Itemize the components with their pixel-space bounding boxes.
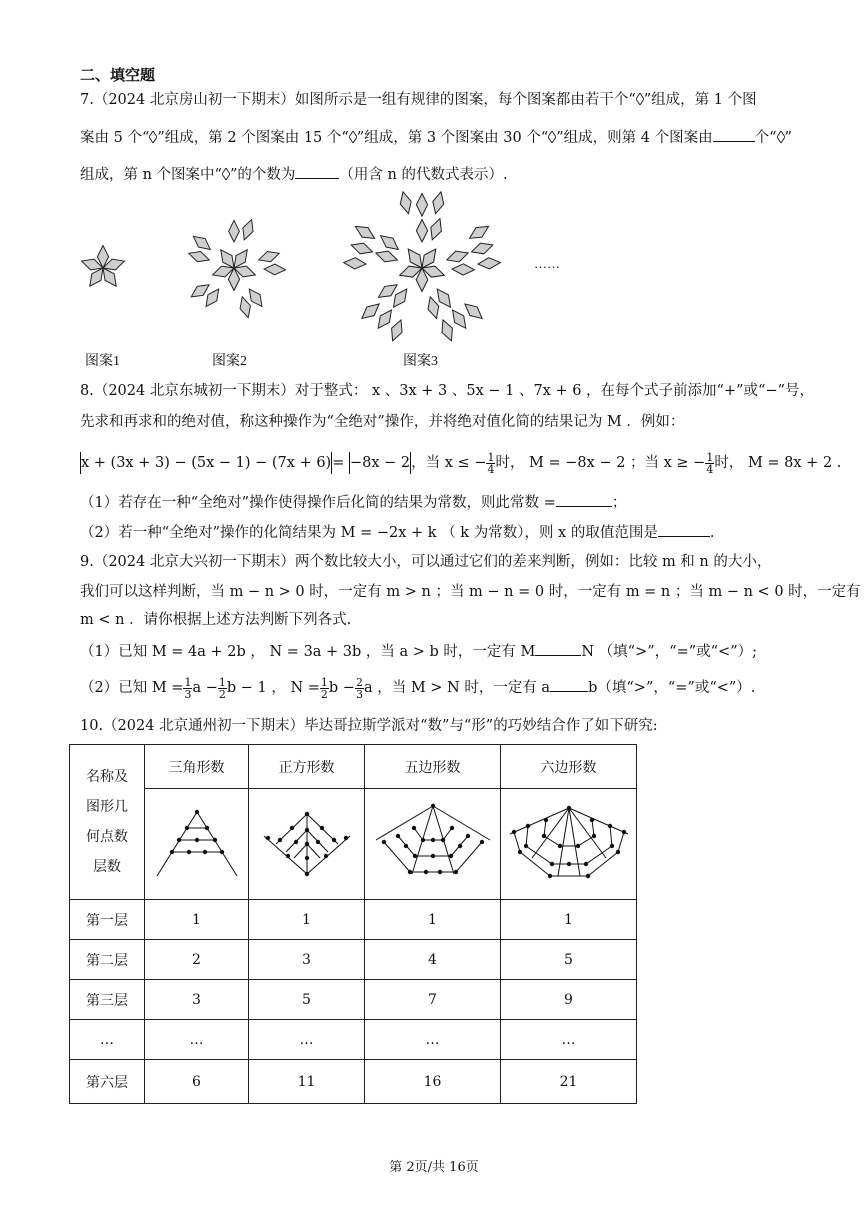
figure-cell xyxy=(365,789,501,900)
rhombus-tile xyxy=(349,240,374,258)
corner-cell xyxy=(70,745,145,900)
table-cell: 4 xyxy=(365,940,501,980)
rhombus-tile xyxy=(430,190,446,215)
q8-expr: x + (3x + 3) − (5x − 1) − (7x + 6) xyxy=(81,455,332,471)
table-cell: 1 xyxy=(501,900,637,940)
q7-line2 xyxy=(80,127,792,148)
q9-line3: m < n ．请你根据上述方法判断下列各式. xyxy=(80,612,352,628)
q9-text: b − 1 ， N = xyxy=(226,680,320,696)
table-cell: 6 xyxy=(145,1060,249,1104)
hexagon-number-figure xyxy=(504,792,634,892)
rhombus-tile xyxy=(352,222,377,243)
header-cell: 五边形数 xyxy=(365,745,501,789)
numerator: 2 xyxy=(355,675,363,689)
numerator: 1 xyxy=(706,450,714,464)
rhombus-tile xyxy=(416,220,427,243)
table-row xyxy=(70,940,637,980)
header-cell: 六边形数 xyxy=(501,745,637,789)
corner-text: 何点数 xyxy=(86,829,128,845)
rhombus-tile xyxy=(461,300,485,323)
numerator: 1 xyxy=(320,675,328,689)
rhombus-tile xyxy=(374,248,399,266)
q7-text: ”组成，则第 4 个图案由 xyxy=(556,130,713,146)
q8-text: （1）若存在一种“全绝对”操作使得操作后化简的结果为常数，则此常数 = xyxy=(80,495,556,511)
corner-text: 层数 xyxy=(93,859,121,875)
header-cell: 三角形数 xyxy=(145,745,249,789)
answer-blank[interactable] xyxy=(295,164,339,179)
rhombus-tile xyxy=(398,190,414,215)
q8-expr: = xyxy=(332,455,349,471)
q7-text: ”组成，第 3 个图案由 30 个“ xyxy=(356,130,549,146)
table-cell: 21 xyxy=(501,1060,637,1104)
corner-text: 名称及 xyxy=(86,769,128,785)
q8-text: ； xyxy=(611,495,627,511)
answer-blank[interactable] xyxy=(550,677,588,692)
denominator: 2 xyxy=(218,687,226,701)
q8-expr: −8x − 2 xyxy=(349,455,411,471)
table-cell: 9 xyxy=(501,980,637,1020)
answer-blank[interactable] xyxy=(556,492,612,507)
q7-line1 xyxy=(80,90,757,110)
rhombus-tile xyxy=(445,248,470,266)
q9-text: a − xyxy=(192,680,218,696)
numerator: 1 xyxy=(487,450,495,464)
table-cell: … xyxy=(501,1020,637,1060)
rhombus-tile xyxy=(377,231,402,254)
q7-text: 7.（2024 北京房山初一下期末）如图所示是一组有规律的图案，每个图案都由若干个“ xyxy=(80,92,636,108)
table-cell: 3 xyxy=(145,980,249,1020)
row-label: 第六层 xyxy=(70,1060,145,1104)
q9-text: （1）已知 M = 4a + 2b ， N = 3a + 3b ，当 a > b 时，一定有 M xyxy=(80,644,536,660)
row-label: … xyxy=(70,1020,145,1060)
q8-part1 xyxy=(80,492,626,513)
numerator: 1 xyxy=(218,675,226,689)
numerator: 1 xyxy=(184,675,192,689)
figure-cell xyxy=(249,789,365,900)
q8-line1: 8.（2024 北京东城初一下期末）对于整式： x 、3x + 3 、5x − 1 、7x + 6 ，在每个式子前添加“+”或“−”号， xyxy=(80,383,815,399)
q9-text: （2）已知 M = xyxy=(80,680,184,696)
answer-blank[interactable] xyxy=(713,127,755,142)
table-cell: 1 xyxy=(365,900,501,940)
fig-label-3: 图案3 xyxy=(403,354,438,369)
figure-cell xyxy=(501,789,637,900)
row-label: 第一层 xyxy=(70,900,145,940)
q8-text: （2）若一种“全绝对”操作的化简结果为 M = −2x + k （ k 为常数），则 x 的取值范围是 xyxy=(80,525,658,541)
q7-text: 个“ xyxy=(754,130,777,146)
q9-part1 xyxy=(80,641,757,662)
rhombus-tile xyxy=(239,218,257,242)
rhombus-tile xyxy=(343,257,366,270)
pattern-2 xyxy=(187,218,286,319)
q8-text: . xyxy=(709,525,715,541)
page-footer: 第 2页/共 16页 xyxy=(389,1160,479,1175)
table-cell: 5 xyxy=(501,940,637,980)
q7-text: 组成，第 n 个图案中“ xyxy=(80,167,222,183)
table-cell: 7 xyxy=(365,980,501,1020)
rhombus-tile xyxy=(438,318,457,343)
fraction xyxy=(320,677,329,700)
table-cell: … xyxy=(249,1020,365,1060)
figure-cell xyxy=(145,789,249,900)
rhombus-tile xyxy=(427,217,445,242)
table-row xyxy=(70,1060,637,1104)
section-title: 二、填空题 xyxy=(80,66,156,84)
table-row xyxy=(70,1020,637,1060)
denominator: 4 xyxy=(487,462,495,476)
row-label: 第三层 xyxy=(70,980,145,1020)
fraction xyxy=(355,677,364,700)
q9-text: b（填“>”，“=”或“<”）. xyxy=(588,680,756,696)
denominator: 3 xyxy=(184,687,192,701)
row-label: 第二层 xyxy=(70,940,145,980)
q7-text: ”组成，第 1 个图 xyxy=(643,92,757,108)
table-cell: 1 xyxy=(145,900,249,940)
table-cell: 11 xyxy=(249,1060,365,1104)
q7-text: 案由 5 个“ xyxy=(80,130,150,146)
answer-blank[interactable] xyxy=(535,641,581,656)
fig-label-2: 图案2 xyxy=(212,354,247,369)
denominator: 4 xyxy=(706,462,714,476)
q9-text: N （填“>”，“=”或“<”）; xyxy=(581,644,757,660)
q7-pattern-figures xyxy=(60,188,580,348)
square-number-figure xyxy=(252,792,362,892)
table-header-row xyxy=(70,745,637,789)
table-row xyxy=(70,900,637,940)
table-cell: 2 xyxy=(145,940,249,980)
fraction xyxy=(218,677,227,700)
denominator: 2 xyxy=(320,687,328,701)
rhombus-tile xyxy=(190,232,214,254)
rhombus-tile xyxy=(187,248,211,265)
table-cell: … xyxy=(365,1020,501,1060)
table-cell: 1 xyxy=(249,900,365,940)
rhombus-tile xyxy=(470,240,495,258)
q7-text: （用含 n 的代数式表示）. xyxy=(339,167,508,183)
table-cell: 16 xyxy=(365,1060,501,1104)
rhombus-tile xyxy=(264,264,286,276)
polygonal-numbers-table xyxy=(69,744,637,1104)
q9-part2 xyxy=(80,674,755,702)
rhombus-tile xyxy=(229,220,240,242)
q9-text: b − xyxy=(328,680,355,696)
q7-line3 xyxy=(80,164,508,185)
header-cell: 正方形数 xyxy=(249,745,365,789)
q8-line2: 先求和再求和的绝对值，称这种操作为“全绝对”操作，并将绝对值化简的结果记为 M ．例如： xyxy=(80,414,685,430)
rhombus-tile xyxy=(467,222,492,243)
table-cell: 3 xyxy=(249,940,365,980)
corner-text: 图形几 xyxy=(86,799,128,815)
rhombus-icon xyxy=(349,131,357,143)
fraction xyxy=(705,452,714,475)
rhombus-tile xyxy=(358,300,382,323)
rhombus-tile xyxy=(387,318,406,343)
q8-text: 时， M = 8x + 2 . xyxy=(714,455,842,471)
rhombus-tile xyxy=(452,263,475,275)
triangle-number-figure xyxy=(147,792,247,892)
pattern-1 xyxy=(80,246,126,290)
table-cell: … xyxy=(145,1020,249,1060)
rhombus-tile xyxy=(416,194,427,217)
q7-text: ”的个数为 xyxy=(229,167,296,183)
pattern-3 xyxy=(343,190,500,342)
q8-text: 时， M = −8x − 2 ；当 x ≥ − xyxy=(495,455,706,471)
denominator: 3 xyxy=(355,687,363,701)
rhombus-icon xyxy=(777,131,785,143)
q9-text: a ，当 M > N 时，一定有 a xyxy=(363,680,551,696)
q8-part2 xyxy=(80,522,714,543)
q7-text: ”组成，第 2 个图案由 15 个“ xyxy=(157,130,349,146)
answer-blank[interactable] xyxy=(658,522,710,537)
table-row xyxy=(70,980,637,1020)
q7-text: ” xyxy=(784,130,792,146)
q9-line2: 我们可以这样判断，当 m − n > 0 时，一定有 m > n ；当 m − n = 0 时，一定有 m = n ；当 m − n < 0 时，一定有 xyxy=(80,584,861,600)
table-cell: 5 xyxy=(249,980,365,1020)
rhombus-tile xyxy=(257,248,281,265)
fig-label-1: 图案1 xyxy=(85,354,120,369)
ellipsis: …… xyxy=(534,256,560,271)
pentagon-number-figure xyxy=(368,792,498,892)
rhombus-icon xyxy=(636,93,644,105)
q8-example xyxy=(80,450,841,476)
rhombus-tile xyxy=(477,257,500,270)
rhombus-icon xyxy=(222,168,230,180)
q10-line1: 10.（2024 北京通州初一下期末）毕达哥拉斯学派对“数”与“形”的巧妙结合作了如下研究: xyxy=(80,718,658,734)
q9-line1: 9.（2024 北京大兴初一下期末）两个数比较大小，可以通过它们的差来判断，例如：比较 m 和 n 的大小， xyxy=(80,554,772,570)
q8-text: ，当 x ≤ − xyxy=(411,455,487,471)
table-figure-row xyxy=(70,789,637,900)
